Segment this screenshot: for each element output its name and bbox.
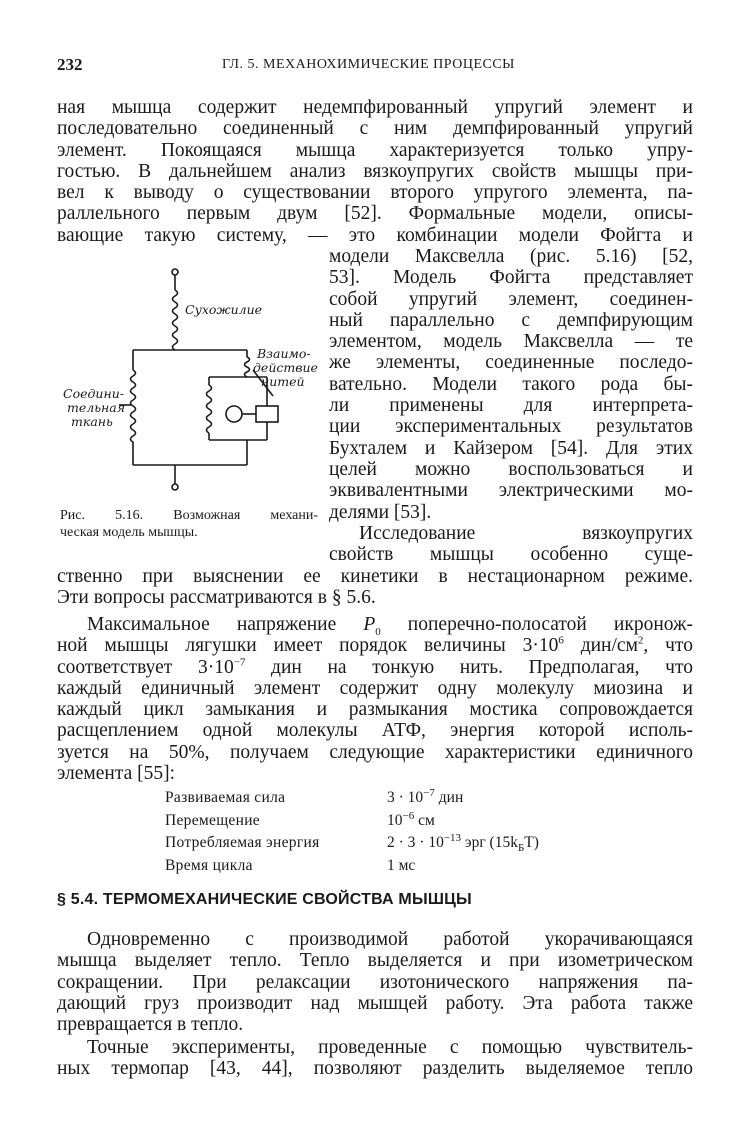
text-line: ции экспериментальных результатов xyxy=(329,416,693,438)
text-line: ных термопар [43, 44], позволяют разделить выделяемое тепло xyxy=(57,1058,693,1080)
text-line: вательно. Модели такого рода бы- xyxy=(329,373,693,395)
top-terminal-icon xyxy=(172,269,178,275)
text-line: элементом, модель Максвелла — те xyxy=(329,331,693,353)
table-row xyxy=(165,855,539,878)
text-span: дин на тонкую нить. Предполагая, что xyxy=(245,656,694,678)
superscript: 2 xyxy=(637,634,644,647)
text-line xyxy=(57,635,693,656)
paragraph-1 xyxy=(57,97,693,246)
table-key: Перемещение xyxy=(165,811,260,829)
symbol-p: P xyxy=(363,614,376,635)
text-line: 53]. Модель Фойгта представляет xyxy=(329,267,693,289)
value-span: 10 xyxy=(387,811,403,829)
value-span: см xyxy=(414,811,435,829)
text-line: же элементы, соединенные последо- xyxy=(329,352,693,374)
value-span: эрг (15k xyxy=(461,834,518,852)
table-key: Потребляемая энергия xyxy=(165,834,320,852)
text-line: Исследование вязкоупругих xyxy=(359,522,693,544)
value-span: 2 · 3 · 10 xyxy=(387,834,444,852)
text-line: Точные эксперименты, проведенные с помощью чувствитель- xyxy=(87,1037,693,1058)
text-line: Бухталем и Кайзером [54]. Для этих xyxy=(329,437,693,459)
text-line xyxy=(57,614,693,638)
label-interaction-1: Взаимо- xyxy=(257,346,311,361)
caption-line: Рис. 5.16. Возможная механи- xyxy=(60,508,318,523)
table-value xyxy=(387,855,539,878)
text-span: дин/см xyxy=(563,635,638,657)
text-line: целей можно воспользоваться и xyxy=(329,458,693,480)
superscript: 6 xyxy=(558,634,564,647)
figure-muscle-model xyxy=(57,262,319,504)
section-title: § 5.4. ТЕРМОМЕХАНИЧЕСКИЕ СВОЙСТВА МЫШЦЫ xyxy=(57,891,472,908)
label-connective-2: тельная xyxy=(67,400,125,415)
text-line: делями [53]. xyxy=(329,501,432,523)
value-span: 3 · 10 xyxy=(387,789,424,807)
tendon-spring-icon xyxy=(173,290,178,350)
voigt-spring-icon xyxy=(207,385,212,433)
paragraph-5 xyxy=(57,1037,693,1080)
superscript: −7 xyxy=(423,787,435,800)
text-span: поперечно-полосатой икронож- xyxy=(380,614,693,635)
text-line: последовательно соединенный с ним демпфированный упругий xyxy=(57,118,693,140)
text-line: свойств мышцы особенно суще- xyxy=(329,544,693,566)
text-line: ная мышца содержит недемпфированный упругий элемент и xyxy=(57,97,693,118)
text-line: Эти вопросы рассматриваются в § 5.6. xyxy=(57,587,376,609)
text-span: Максимальное напряжение xyxy=(87,614,364,635)
wrap-text-column xyxy=(329,246,693,565)
table-row xyxy=(165,787,539,810)
label-connective-1: Соедини- xyxy=(63,386,124,401)
bottom-terminal-icon xyxy=(172,484,178,490)
subscript: 0 xyxy=(375,625,381,638)
figure-caption xyxy=(60,507,318,541)
value-span: дин xyxy=(434,789,464,807)
subscript: Б xyxy=(517,842,525,855)
text-line: сокращении. При релаксации изотонического напряжения па- xyxy=(57,971,693,993)
superscript: −7 xyxy=(233,656,246,669)
value-span: 1 мс xyxy=(387,856,416,874)
table-value xyxy=(387,832,539,855)
label-interaction-3: нитей xyxy=(261,374,305,389)
paragraph-3 xyxy=(57,614,693,784)
label-tendon: Сухожилие xyxy=(185,302,263,317)
text-line: дающий груз производит над мышцей работу. Эта работа также xyxy=(57,992,693,1014)
text-line: вающие такую систему, — это комбинации модели Фойгта и xyxy=(57,224,693,246)
table-key: Время цикла xyxy=(165,856,253,874)
connective-spring-icon xyxy=(131,370,136,452)
text-line: мышца выделяет тепло. Тепло выделяется и при изометрическом xyxy=(57,950,693,972)
text-line: раллельного первым двум [52]. Формальные модели, описы- xyxy=(57,203,693,225)
text-line xyxy=(57,657,693,678)
text-line: элемента [55]: xyxy=(57,763,176,785)
caption-line: ческая модель мышцы. xyxy=(60,525,198,540)
value-span: T) xyxy=(524,834,539,852)
text-line: превращается в тепло. xyxy=(57,1014,244,1036)
page-number: 232 xyxy=(57,55,83,74)
running-title: ГЛ. 5. МЕХАНОХИМИЧЕСКИЕ ПРОЦЕССЫ xyxy=(222,57,515,72)
text-line: гостью. В дальнейшем анализ вязкоупругих свойств мышцы при- xyxy=(57,160,693,182)
table-row xyxy=(165,810,539,833)
text-line: собой упругий элемент, соединен- xyxy=(329,288,693,310)
active-element-icon xyxy=(226,406,242,422)
table-key: Развиваемая сила xyxy=(165,789,286,807)
text-line: каждый единичный элемент содержит одну молекулу миозина и xyxy=(57,677,693,699)
text-span: ной мышцы лягушки имеет порядок величины 3·10 xyxy=(57,635,559,657)
text-line: расщеплением одной молекулы АТФ, энергия которой исполь- xyxy=(57,720,693,742)
text-line: ственно при выяснении ее кинетики в нестационарном режиме. xyxy=(57,566,693,587)
paragraph-2-tail xyxy=(57,566,693,609)
text-line: вел к выводу о существовании второго упругого элемента, па- xyxy=(57,182,693,204)
table-value xyxy=(387,810,539,833)
text-line: зуется на 50%, получаем следующие характеристики единичного xyxy=(57,741,693,763)
series-spring-icon xyxy=(245,357,250,377)
label-interaction-2: действие xyxy=(253,360,318,375)
text-span: , что xyxy=(643,635,693,657)
running-head xyxy=(57,55,693,79)
text-line: элемент. Покоящаяся мышца характеризуется только упру- xyxy=(57,139,693,161)
label-connective-3: ткань xyxy=(71,414,113,429)
superscript: −13 xyxy=(443,832,462,845)
text-line: модели Максвелла (рис. 5.16) [52, xyxy=(329,246,693,267)
text-line: каждый цикл замыкания и размыкания мостика сопровождается xyxy=(57,699,693,721)
superscript: −6 xyxy=(402,809,415,822)
table-row xyxy=(165,832,539,855)
paragraph-4 xyxy=(57,929,693,1035)
characteristics-table xyxy=(165,787,539,877)
text-line: ный параллельно с демпфирующим xyxy=(329,309,693,331)
text-line: ли применены для интерпрета- xyxy=(329,395,693,417)
muscle-model-diagram xyxy=(57,262,319,504)
table-value xyxy=(387,787,539,810)
text-line: Одновременно с производимой работой укорачивающаяся xyxy=(87,929,693,950)
text-span: соответствует 3·10 xyxy=(57,656,234,678)
text-line: эквивалентными электрическими мо- xyxy=(329,480,693,502)
dashpot-icon xyxy=(256,406,278,422)
